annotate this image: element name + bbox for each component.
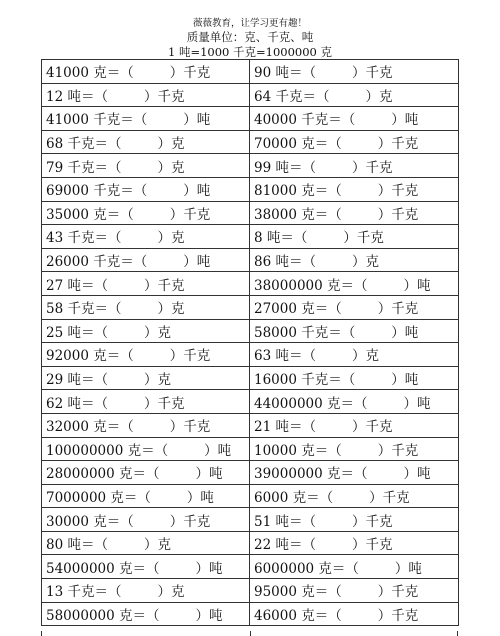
target-unit: ）千克 [169, 348, 211, 365]
target-unit: ）吨 [195, 466, 223, 483]
given-quantity: 7000000 克＝（ [46, 489, 151, 506]
target-unit: ）千克 [351, 65, 393, 82]
target-unit: ）千克 [377, 442, 419, 459]
target-unit: ）克 [157, 230, 185, 247]
given-quantity: 86 吨＝（ [254, 254, 316, 271]
target-unit: ）吨 [195, 560, 223, 577]
target-unit: ）克 [143, 324, 171, 341]
conversion-formula: 1 吨=1000 千克=1000000 克 [167, 45, 333, 59]
conversion-problem-right [250, 295, 459, 319]
given-quantity: 41000 千克＝（ [46, 112, 148, 129]
given-quantity: 44000000 克＝（ [254, 395, 368, 412]
target-unit: ）克 [143, 537, 171, 554]
target-unit: ）千克 [351, 419, 393, 436]
target-unit: ）千克 [169, 65, 211, 82]
table-row [42, 579, 459, 603]
target-unit: ）克 [365, 88, 393, 105]
given-quantity: 64 千克＝（ [254, 88, 330, 105]
conversion-problem-right [250, 579, 459, 603]
target-unit: ）千克 [169, 513, 211, 530]
table-row [42, 390, 459, 414]
conversion-problem-left [42, 484, 250, 508]
target-unit: ）吨 [391, 372, 419, 389]
table-row [42, 83, 459, 107]
given-quantity: 6000 克＝（ [254, 489, 334, 506]
target-unit: ）千克 [369, 489, 410, 506]
target-unit: ）克 [351, 348, 379, 365]
table-row [42, 177, 459, 201]
conversion-problem-right [250, 531, 459, 555]
given-quantity: 28000000 克＝（ [46, 466, 160, 483]
table-row [42, 107, 459, 131]
conversion-problem-right [250, 602, 459, 626]
table-row [42, 154, 459, 178]
conversion-problem-right [250, 272, 459, 296]
table-row [42, 248, 459, 272]
given-quantity: 32000 克＝（ [46, 419, 134, 436]
target-unit: ）吨 [391, 112, 419, 129]
given-quantity: 25 吨＝（ [46, 324, 108, 341]
given-quantity: 99 吨＝（ [254, 159, 316, 176]
conversion-rows [42, 60, 459, 626]
given-quantity: 10000 克＝（ [254, 442, 342, 459]
given-quantity: 70000 克＝（ [254, 136, 342, 153]
given-quantity: 58000000 克＝（ [46, 607, 160, 624]
conversion-problem-right [250, 555, 459, 579]
given-quantity: 54000000 克＝（ [46, 560, 160, 577]
given-quantity: 62 吨＝（ [46, 395, 108, 412]
given-quantity: 6000000 克＝（ [254, 560, 359, 577]
conversion-problem-right [250, 60, 459, 84]
target-unit: ）克 [351, 254, 379, 271]
conversion-problem-left [42, 225, 250, 249]
conversion-problem-left [42, 130, 250, 154]
conversion-problem-right [250, 413, 459, 437]
target-unit: ）千克 [351, 537, 393, 554]
table-row [42, 508, 459, 532]
conversion-problem-left [42, 60, 250, 84]
target-unit: ）克 [157, 301, 185, 318]
conversion-problem-left [42, 272, 250, 296]
conversion-problem-left [42, 201, 250, 225]
given-quantity: 51 吨＝（ [254, 513, 316, 530]
given-quantity: 30000 克＝（ [46, 513, 134, 530]
target-unit: ）千克 [351, 159, 393, 176]
conversion-problem-right [250, 437, 459, 461]
conversion-problem-left [42, 177, 250, 201]
conversion-problem-right [250, 201, 459, 225]
table-row [42, 130, 459, 154]
conversion-problem-left [42, 295, 250, 319]
given-quantity: 69000 千克＝（ [46, 183, 148, 200]
page-cutoff-border [41, 631, 458, 636]
target-unit: ）吨 [204, 442, 232, 459]
conversion-problem-right [250, 508, 459, 532]
given-quantity: 29 吨＝（ [46, 372, 108, 389]
target-unit: ）吨 [183, 254, 211, 271]
table-row [42, 602, 459, 626]
given-quantity: 90 吨＝（ [254, 65, 316, 82]
given-quantity: 21 吨＝（ [254, 419, 316, 436]
brand-slogan: 薇薇教育，让学习更有趣！ [192, 18, 307, 29]
target-unit: ）克 [157, 136, 185, 153]
target-unit: ）千克 [169, 206, 211, 223]
target-unit: ）千克 [377, 607, 419, 624]
conversion-problem-left [42, 413, 250, 437]
table-row [42, 366, 459, 390]
conversion-problem-left [42, 602, 250, 626]
given-quantity: 40000 千克＝（ [254, 112, 356, 129]
target-unit: ）千克 [169, 419, 211, 436]
given-quantity: 38000 克＝（ [254, 206, 342, 223]
conversion-problem-left [42, 319, 250, 343]
target-unit: ）吨 [186, 489, 214, 506]
given-quantity: 92000 克＝（ [46, 348, 134, 365]
target-unit: ）吨 [195, 607, 223, 624]
table-row [42, 201, 459, 225]
table-row [42, 343, 459, 367]
conversion-problem-right [250, 343, 459, 367]
given-quantity: 79 千克＝（ [46, 159, 122, 176]
given-quantity: 41000 克＝（ [46, 65, 134, 82]
table-row [42, 413, 459, 437]
target-unit: ）千克 [143, 395, 185, 412]
given-quantity: 46000 克＝（ [254, 607, 342, 624]
conversion-problem-right [250, 225, 459, 249]
conversion-problem-right [250, 390, 459, 414]
conversion-problem-right [250, 130, 459, 154]
target-unit: ）克 [143, 372, 171, 389]
conversion-problem-left [42, 579, 250, 603]
conversion-problem-left [42, 437, 250, 461]
table-row [42, 60, 459, 84]
given-quantity: 27 吨＝（ [46, 277, 108, 294]
given-quantity: 22 吨＝（ [254, 537, 316, 554]
table-row [42, 437, 459, 461]
table-row [42, 295, 459, 319]
conversion-problem-left [42, 248, 250, 272]
table-row [42, 225, 459, 249]
conversion-problem-right [250, 461, 459, 485]
given-quantity: 68 千克＝（ [46, 136, 122, 153]
conversion-problem-left [42, 366, 250, 390]
given-quantity: 26000 千克＝（ [46, 254, 148, 271]
conversion-problem-right [250, 107, 459, 131]
given-quantity: 81000 克＝（ [254, 183, 342, 200]
target-unit: ）克 [157, 159, 185, 176]
conversion-problem-left [42, 555, 250, 579]
table-row [42, 484, 459, 508]
target-unit: ）千克 [351, 513, 393, 530]
target-unit: ）吨 [391, 324, 419, 341]
given-quantity: 95000 克＝（ [254, 584, 342, 601]
given-quantity: 13 千克＝（ [46, 584, 122, 601]
conversion-problem-left [42, 343, 250, 367]
table-row [42, 461, 459, 485]
worksheet-title: 质量单位：克、千克、吨 [186, 30, 314, 44]
given-quantity: 39000000 克＝（ [254, 466, 368, 483]
conversion-table [41, 59, 459, 626]
target-unit: ）千克 [343, 230, 384, 247]
target-unit: ）千克 [377, 183, 419, 200]
conversion-problem-right [250, 484, 459, 508]
given-quantity: 16000 千克＝（ [254, 372, 356, 389]
target-unit: ）吨 [183, 183, 211, 200]
conversion-problem-left [42, 531, 250, 555]
conversion-problem-right [250, 248, 459, 272]
given-quantity: 12 吨＝（ [46, 88, 108, 105]
target-unit: ）吨 [403, 277, 431, 294]
conversion-problem-left [42, 390, 250, 414]
given-quantity: 58000 千克＝（ [254, 324, 356, 341]
given-quantity: 38000000 克＝（ [254, 277, 368, 294]
target-unit: ）吨 [403, 466, 431, 483]
given-quantity: 63 吨＝（ [254, 348, 316, 365]
given-quantity: 35000 克＝（ [46, 206, 134, 223]
target-unit: ）吨 [183, 112, 211, 129]
given-quantity: 8 吨＝（ [254, 230, 308, 247]
target-unit: ）吨 [394, 560, 422, 577]
given-quantity: 27000 克＝（ [254, 301, 342, 318]
conversion-problem-left [42, 154, 250, 178]
table-row [42, 272, 459, 296]
conversion-problem-left [42, 107, 250, 131]
given-quantity: 43 千克＝（ [46, 230, 122, 247]
conversion-problem-right [250, 154, 459, 178]
target-unit: ）千克 [143, 277, 185, 294]
target-unit: ）千克 [377, 301, 419, 318]
table-row [42, 531, 459, 555]
target-unit: ）吨 [403, 395, 431, 412]
conversion-problem-right [250, 177, 459, 201]
given-quantity: 58 千克＝（ [46, 301, 122, 318]
target-unit: ）克 [157, 584, 185, 601]
conversion-problem-right [250, 83, 459, 107]
conversion-problem-right [250, 366, 459, 390]
conversion-problem-right [250, 319, 459, 343]
target-unit: ）千克 [377, 136, 419, 153]
conversion-problem-left [42, 83, 250, 107]
target-unit: ）千克 [143, 88, 185, 105]
table-row [42, 319, 459, 343]
target-unit: ）千克 [377, 584, 419, 601]
given-quantity: 80 吨＝（ [46, 537, 108, 554]
conversion-problem-left [42, 461, 250, 485]
table-row [42, 555, 459, 579]
conversion-problem-left [42, 508, 250, 532]
target-unit: ）千克 [377, 206, 419, 223]
given-quantity: 100000000 克＝（ [46, 442, 169, 459]
worksheet-header [0, 0, 500, 59]
